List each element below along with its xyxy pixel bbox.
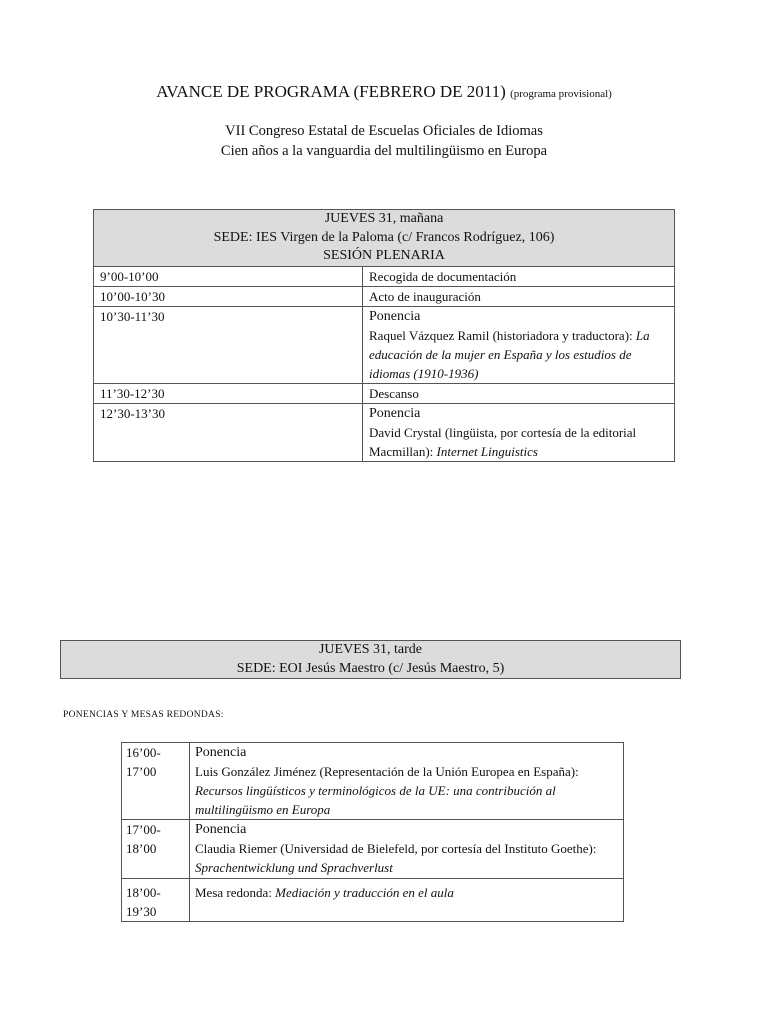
event-cell xyxy=(190,820,624,879)
talk-title: Internet Linguistics xyxy=(436,443,538,459)
table-row xyxy=(122,820,624,879)
afternoon-header xyxy=(61,641,681,679)
talk-title: Sprachentwicklung und Sprachverlust xyxy=(195,860,393,875)
morning-venue: SEDE: IES Virgen de la Paloma (c/ Francos Rodríguez, 106) xyxy=(213,229,555,245)
talk-title: Recursos lingüísticos y terminológicos de la UE: una contribución al multilingüismo en Europa xyxy=(195,783,556,817)
table-row xyxy=(94,383,675,403)
talk-title: Mediación y traducción en el aula xyxy=(275,885,454,900)
time-cell: 10’00-10’30 xyxy=(94,286,363,306)
session-type: Ponencia xyxy=(369,308,421,324)
afternoon-header-table xyxy=(60,640,681,679)
table-row xyxy=(94,403,675,461)
time-cell: 17’00-18’00 xyxy=(122,820,190,879)
event-cell: Descanso xyxy=(363,383,675,403)
time-cell: 10’30-11’30 xyxy=(94,306,363,383)
event-cell xyxy=(363,403,675,461)
morning-schedule-table xyxy=(93,209,675,462)
morning-header xyxy=(94,210,675,267)
congress-name: VII Congreso Estatal de Escuelas Oficiales de Idiomas xyxy=(225,123,543,139)
speaker: Claudia Riemer (Universidad de Bielefeld, por cortesía del Instituto Goethe): xyxy=(195,841,597,856)
table-row xyxy=(94,306,675,383)
afternoon-day: JUEVES 31, tarde xyxy=(318,642,423,657)
session-type: Mesa redonda: xyxy=(195,885,276,900)
title-text: AVANCE DE PROGRAMA (FEBRERO DE 2011) xyxy=(156,82,506,101)
table-row xyxy=(122,879,624,922)
congress-tagline: Cien años a la vanguardia del multilingüismo en Europa xyxy=(220,143,548,159)
event-cell: Acto de inauguración xyxy=(363,286,675,306)
speaker: Luis González Jiménez (Representación de la Unión Europea en España): xyxy=(195,764,579,779)
event-cell xyxy=(190,879,624,922)
event-cell xyxy=(190,743,624,820)
speaker: David Crystal (lingüista, por cortesía de la editorial Macmillan): xyxy=(369,424,637,459)
section-label: PONENCIAS Y MESAS REDONDAS: xyxy=(63,710,224,720)
afternoon-venue: SEDE: EOI Jesús Maestro (c/ Jesús Maestro, 5) xyxy=(236,660,505,676)
document-title xyxy=(0,82,768,102)
session-type: Ponencia xyxy=(195,822,247,837)
session-type: Ponencia xyxy=(369,405,421,421)
talk-title: La educación de la mujer en España y los estudios de idiomas (1910-1936) xyxy=(369,327,650,381)
session-type: Ponencia xyxy=(195,745,247,760)
time-cell: 18’00-19’30 xyxy=(122,879,190,922)
time-cell: 12’30-13’30 xyxy=(94,403,363,461)
table-row xyxy=(94,266,675,286)
speaker: Raquel Vázquez Ramil (historiadora y traductora): xyxy=(369,327,636,343)
table-row xyxy=(94,286,675,306)
afternoon-schedule-table xyxy=(121,742,624,922)
time-cell: 16’00-17’00 xyxy=(122,743,190,820)
title-note: (programa provisional) xyxy=(510,88,612,100)
document-subtitle xyxy=(0,121,768,161)
event-cell: Recogida de documentación xyxy=(363,266,675,286)
morning-session: SESIÓN PLENARIA xyxy=(323,248,445,263)
time-cell: 9’00-10’00 xyxy=(94,266,363,286)
event-cell xyxy=(363,306,675,383)
morning-day: JUEVES 31, mañana xyxy=(324,211,444,226)
table-row xyxy=(122,743,624,820)
time-cell: 11’30-12’30 xyxy=(94,383,363,403)
